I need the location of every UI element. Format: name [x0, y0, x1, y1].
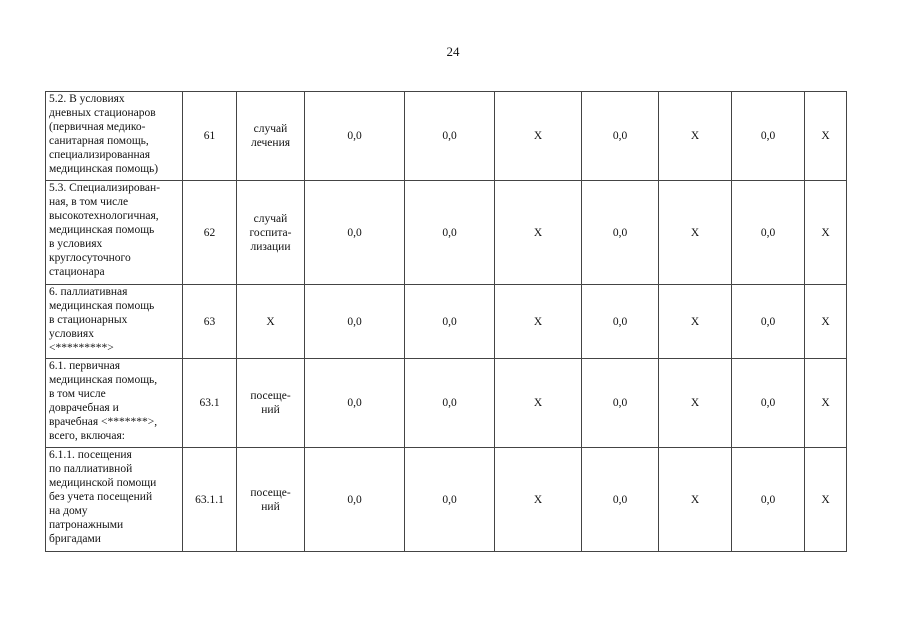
- value-cell: X: [805, 448, 847, 552]
- value-cell: X: [659, 359, 732, 448]
- value-cell: 0,0: [582, 181, 659, 285]
- row-unit: посеще- ний: [237, 359, 305, 448]
- value-cell: 0,0: [732, 285, 805, 359]
- value-cell: X: [805, 92, 847, 181]
- value-cell: 0,0: [305, 359, 405, 448]
- value-cell: 0,0: [405, 92, 495, 181]
- value-cell: X: [495, 359, 582, 448]
- value-cell: X: [805, 285, 847, 359]
- table-row: [46, 181, 847, 285]
- row-unit: случай госпита- лизации: [237, 181, 305, 285]
- value-cell: 0,0: [582, 285, 659, 359]
- row-unit: посеще- ний: [237, 448, 305, 552]
- page-number: 24: [446, 44, 460, 59]
- value-cell: X: [659, 181, 732, 285]
- value-cell: 0,0: [305, 181, 405, 285]
- table-row: [46, 92, 847, 181]
- value-cell: 0,0: [405, 359, 495, 448]
- row-unit: случай лечения: [237, 92, 305, 181]
- row-number: 62: [183, 181, 237, 285]
- row-name: 6. паллиативная медицинская помощь в стационарных условиях <*********>: [46, 285, 183, 359]
- row-name: 6.1. первичная медицинская помощь, в том числе доврачебная и врачебная <*******>, всего, включая:: [46, 359, 183, 448]
- value-cell: 0,0: [405, 181, 495, 285]
- row-number: 63.1: [183, 359, 237, 448]
- value-cell: 0,0: [305, 285, 405, 359]
- table-row: [46, 285, 847, 359]
- value-cell: X: [659, 448, 732, 552]
- value-cell: 0,0: [732, 92, 805, 181]
- value-cell: X: [805, 359, 847, 448]
- value-cell: 0,0: [582, 92, 659, 181]
- value-cell: X: [495, 285, 582, 359]
- row-name: 5.3. Специализирован- ная, в том числе высокотехнологичная, медицинская помощь в условиях круглосуточного стационара: [46, 181, 183, 285]
- row-name: 6.1.1. посещения по паллиативной медицинской помощи без учета посещений на дому патронажными бригадами: [46, 448, 183, 552]
- data-table: [45, 91, 847, 552]
- value-cell: 0,0: [582, 359, 659, 448]
- value-cell: 0,0: [305, 448, 405, 552]
- value-cell: X: [805, 181, 847, 285]
- value-cell: 0,0: [405, 285, 495, 359]
- row-unit: X: [237, 285, 305, 359]
- value-cell: X: [495, 92, 582, 181]
- row-number: 63.1.1: [183, 448, 237, 552]
- value-cell: X: [659, 285, 732, 359]
- table-row: [46, 448, 847, 552]
- value-cell: X: [495, 181, 582, 285]
- row-number: 63: [183, 285, 237, 359]
- row-name: 5.2. В условиях дневных стационаров (первичная медико- санитарная помощь, специализированная медицинская помощь): [46, 92, 183, 181]
- value-cell: 0,0: [305, 92, 405, 181]
- value-cell: X: [659, 92, 732, 181]
- value-cell: 0,0: [732, 359, 805, 448]
- value-cell: X: [495, 448, 582, 552]
- value-cell: 0,0: [405, 448, 495, 552]
- value-cell: 0,0: [732, 181, 805, 285]
- value-cell: 0,0: [732, 448, 805, 552]
- table-row: [46, 359, 847, 448]
- value-cell: 0,0: [582, 448, 659, 552]
- row-number: 61: [183, 92, 237, 181]
